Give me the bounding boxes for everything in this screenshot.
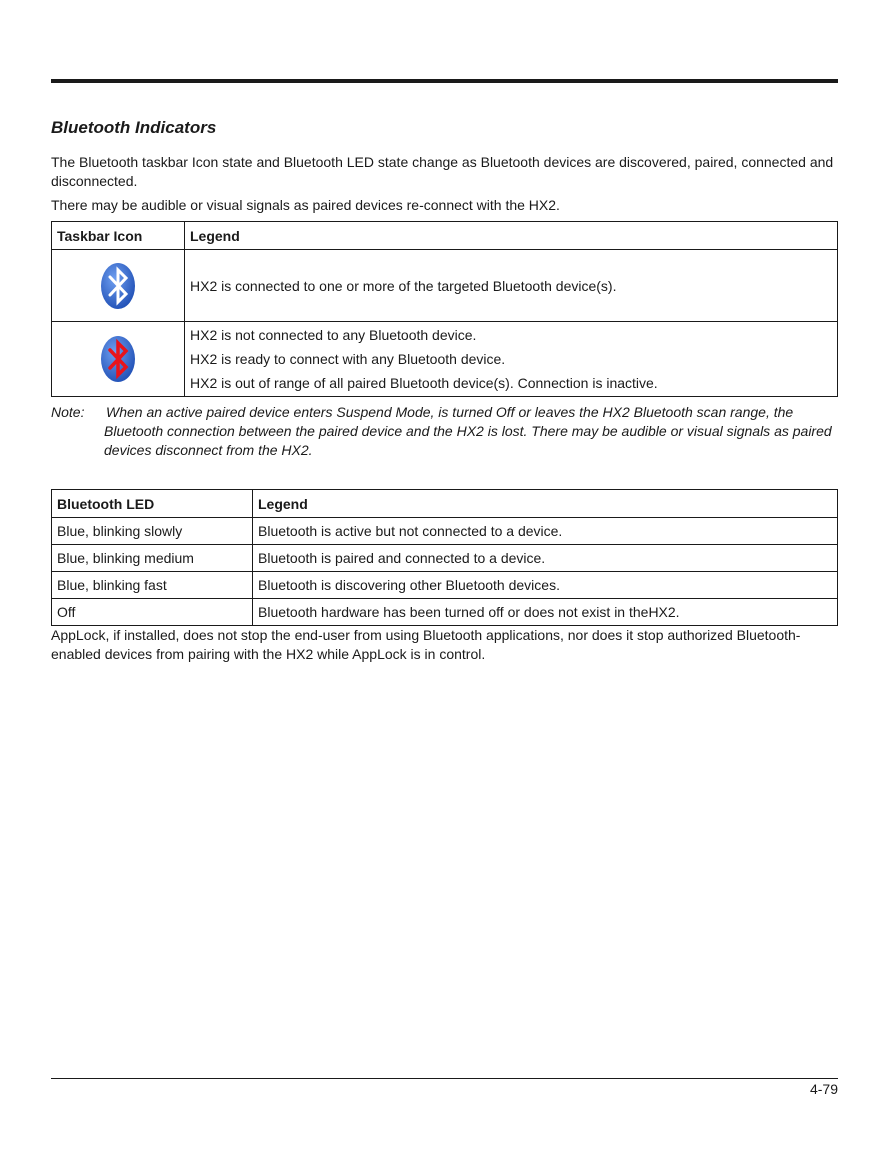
legend-line: HX2 is ready to connect with any Bluetooth device. bbox=[190, 351, 506, 367]
legend-line: HX2 is not connected to any Bluetooth device. bbox=[190, 327, 477, 343]
led-state-cell: Blue, blinking slowly bbox=[52, 518, 253, 545]
table-header-row bbox=[52, 222, 838, 250]
icon-cell bbox=[52, 322, 185, 397]
footer-rule bbox=[51, 1078, 838, 1079]
led-legend-cell: Bluetooth is paired and connected to a device. bbox=[253, 545, 838, 572]
bluetooth-disconnected-icon bbox=[100, 350, 136, 366]
table-row bbox=[52, 599, 838, 626]
legend-line: HX2 is connected to one or more of the targeted Bluetooth device(s). bbox=[190, 277, 617, 294]
column-header-bluetooth-led: Bluetooth LED bbox=[52, 490, 253, 518]
section-heading: Bluetooth Indicators bbox=[51, 118, 217, 137]
table-header-row bbox=[52, 490, 838, 518]
led-legend-cell: Bluetooth is discovering other Bluetooth devices. bbox=[253, 572, 838, 599]
led-state-cell: Blue, blinking fast bbox=[52, 572, 253, 599]
table-row bbox=[52, 250, 838, 322]
column-header-taskbar-icon: Taskbar Icon bbox=[52, 222, 185, 250]
bluetooth-led-table bbox=[51, 489, 838, 626]
taskbar-icon-table bbox=[51, 221, 838, 397]
note-block bbox=[51, 403, 838, 460]
note-label: Note: bbox=[51, 404, 85, 420]
led-legend-cell: Bluetooth hardware has been turned off or does not exist in theHX2. bbox=[253, 599, 838, 626]
intro-paragraph: The Bluetooth taskbar Icon state and Bluetooth LED state change as Bluetooth devices are discovered, paired, connected and disconnected. bbox=[51, 154, 834, 189]
header-rule bbox=[51, 79, 838, 83]
signals-paragraph: There may be audible or visual signals as paired devices re-connect with the HX2. bbox=[51, 197, 560, 213]
legend-cell bbox=[185, 250, 838, 322]
table-row bbox=[52, 518, 838, 545]
page-number: 4-79 bbox=[809, 1081, 838, 1097]
led-legend-cell: Bluetooth is active but not connected to a device. bbox=[253, 518, 838, 545]
legend-line: HX2 is out of range of all paired Bluetooth device(s). Connection is inactive. bbox=[190, 375, 658, 391]
table-row bbox=[52, 545, 838, 572]
applock-paragraph: AppLock, if installed, does not stop the end-user from using Bluetooth applications, nor does it stop authorized Bluetooth-enabled devices from pairing with the HX2 while AppLock is in control. bbox=[51, 627, 801, 662]
column-header-legend: Legend bbox=[185, 222, 838, 250]
icon-cell bbox=[52, 250, 185, 322]
note-text: When an active paired device enters Suspend Mode, is turned Off or leaves the HX2 Bluetooth scan range, the Bluetooth connection between the paired device and the HX2 is lost. There may be audible or visual signals as paired devices disconnect from the HX2. bbox=[104, 404, 832, 458]
led-state-cell: Off bbox=[52, 599, 253, 626]
led-state-cell: Blue, blinking medium bbox=[52, 545, 253, 572]
table-row bbox=[52, 322, 838, 397]
legend-cell bbox=[185, 322, 838, 397]
column-header-legend: Legend bbox=[253, 490, 838, 518]
table-row bbox=[52, 572, 838, 599]
bluetooth-connected-icon bbox=[100, 276, 136, 292]
